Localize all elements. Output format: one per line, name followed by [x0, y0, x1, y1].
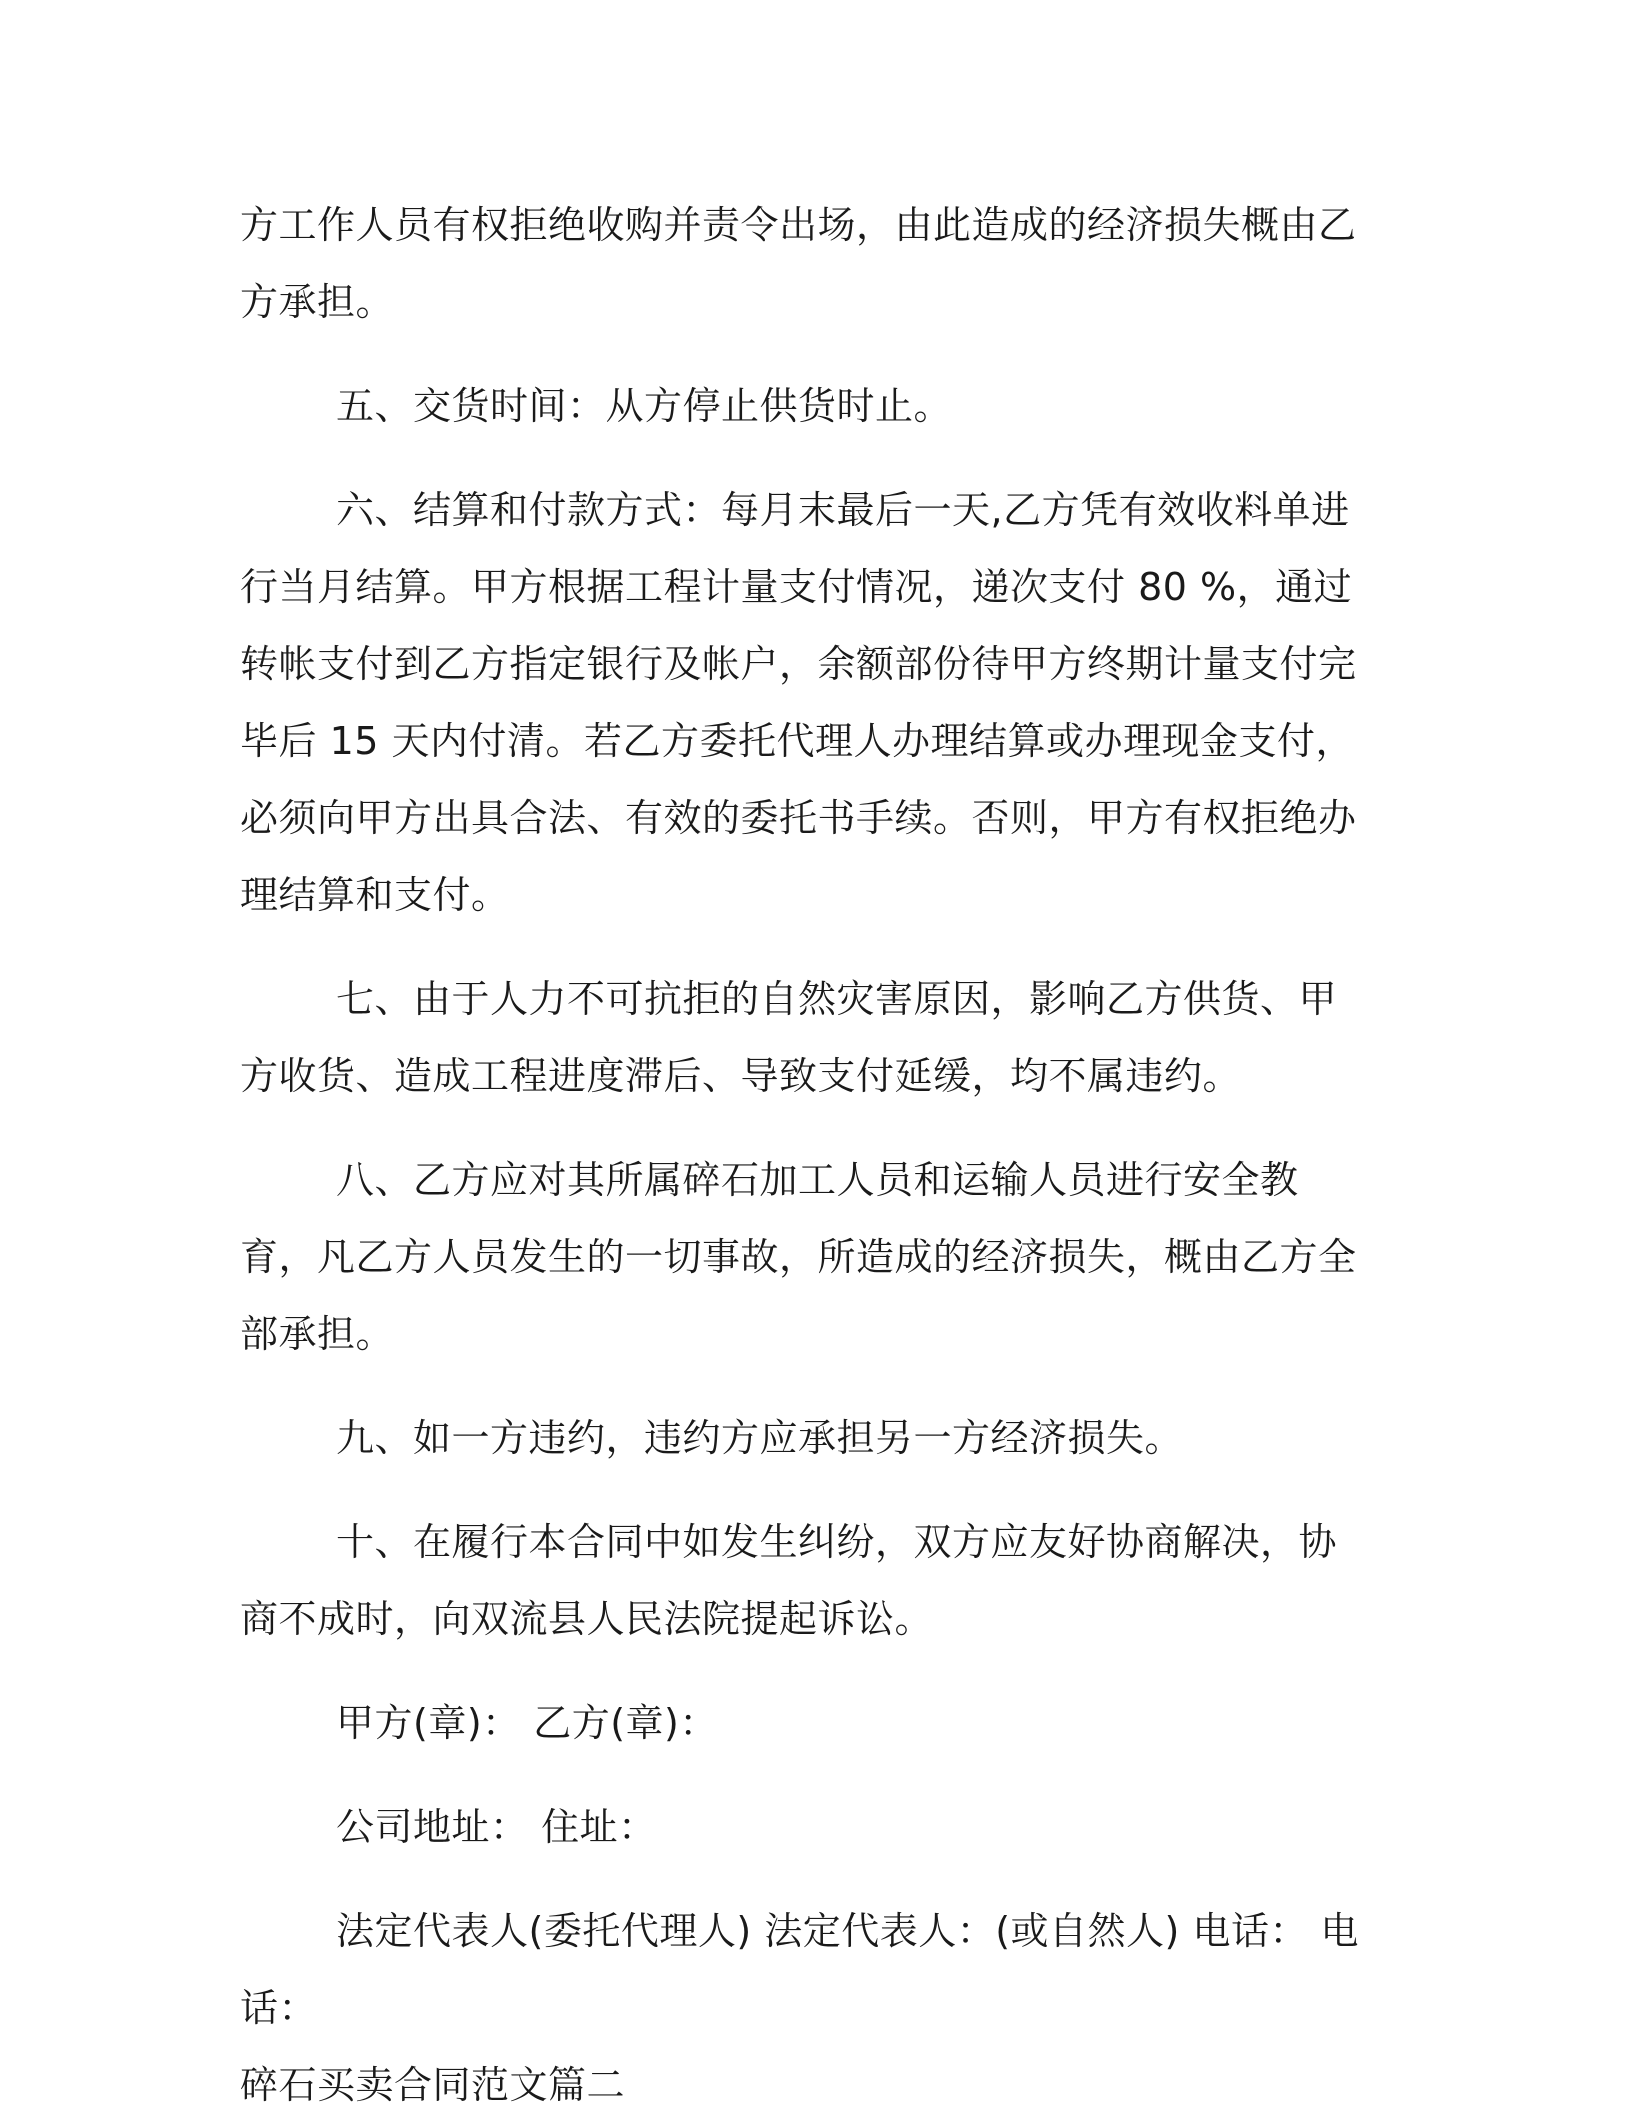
paragraph-continuation: 方工作人员有权拒绝收购并责令出场，由此造成的经济损失概由乙方承担。: [240, 203, 1357, 324]
signature-representative: 法定代表人(委托代理人) 法定代表人：(或自然人) 电话： 电话：: [240, 1909, 1360, 2030]
clause-nine-breach: 九、如一方违约，违约方应承担另一方经济损失。: [336, 1416, 1184, 1460]
signature-address: 公司地址： 住址：: [336, 1805, 657, 1849]
clause-five-delivery-time: 五、交货时间：从方停止供货时止。: [336, 384, 953, 428]
next-section-title: 碎石买卖合同范文篇二: [240, 2063, 626, 2107]
document-body: [240, 187, 1370, 2124]
signature-parties: 甲方(章)： 乙方(章)：: [336, 1701, 718, 1745]
clause-six-settlement: 六、结算和付款方式：每月末最后一天,乙方凭有效收料单进行当月结算。甲方根据工程计量支付情况，递次支付 80 %，通过转帐支付到乙方指定银行及帐户，余额部份待甲方终期计量支付完毕后 15 天内付清。若乙方委托代理人办理结算或办理现金支付，必须向甲方出具合法、有效的委托书手续。否则，甲方有权拒绝办理结算和支付。: [240, 488, 1357, 917]
clause-eight-safety: 八、乙方应对其所属碎石加工人员和运输人员进行安全教育，凡乙方人员发生的一切事故，所造成的经济损失，概由乙方全部承担。: [240, 1158, 1357, 1356]
clause-ten-disputes: 十、在履行本合同中如发生纠纷，双方应友好协商解决，协商不成时，向双流县人民法院提起诉讼。: [240, 1520, 1338, 1641]
clause-seven-force-majeure: 七、由于人力不可抗拒的自然灾害原因，影响乙方供货、甲方收货、造成工程进度滞后、导致支付延缓，均不属违约。: [240, 977, 1338, 1098]
